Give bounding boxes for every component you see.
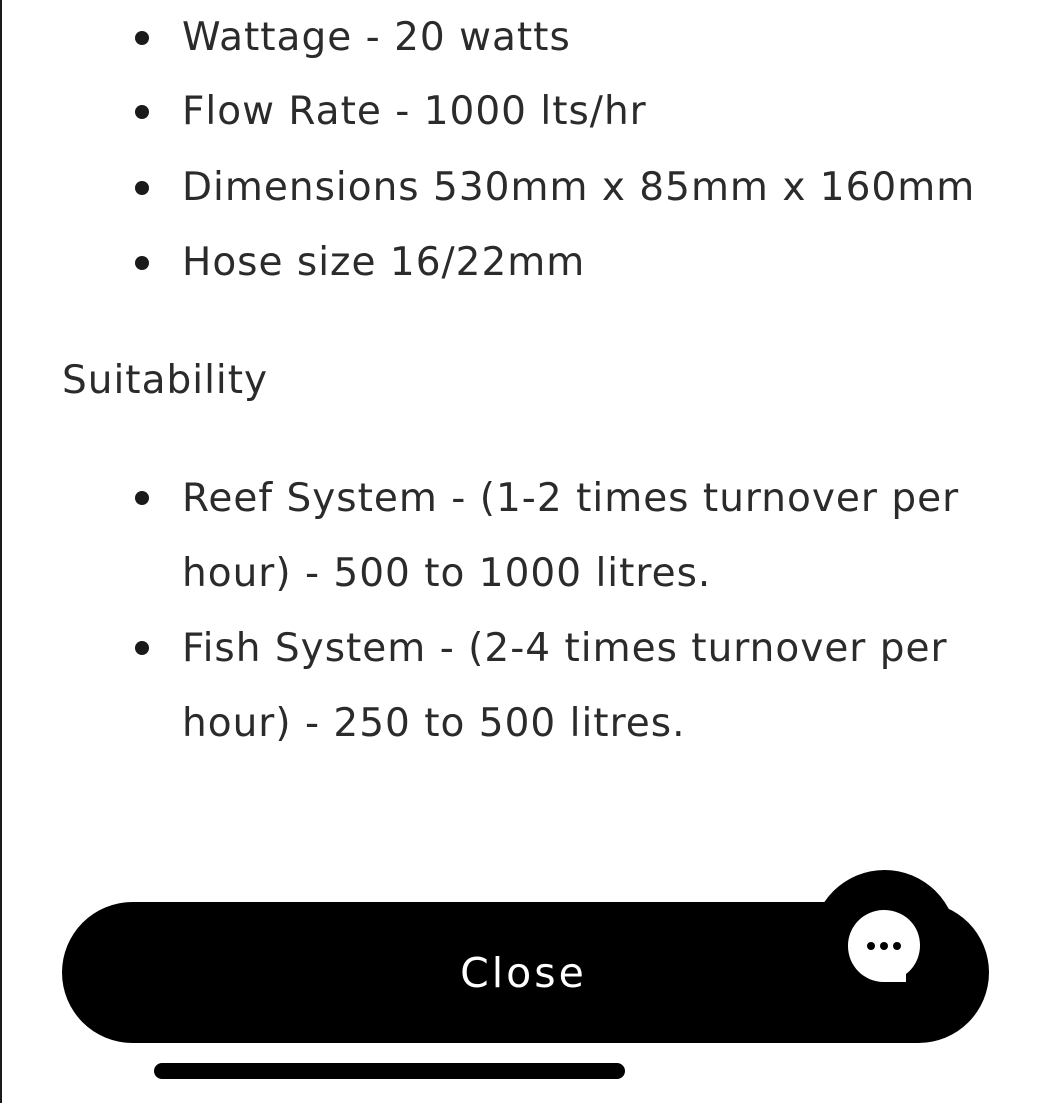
suitability-heading: Suitability — [62, 358, 269, 403]
bullet-icon — [135, 31, 149, 45]
list-item — [0, 225, 1040, 301]
bullet-icon — [135, 105, 149, 119]
home-indicator — [154, 1063, 625, 1079]
chat-bubble-ellipsis-icon — [848, 910, 920, 982]
bullet-icon — [135, 641, 149, 655]
list-item — [0, 74, 1040, 150]
chat-launcher-button[interactable] — [812, 870, 957, 1015]
spec-dimensions: Dimensions 530mm x 85mm x 160mm — [182, 165, 976, 210]
bullet-icon — [135, 181, 149, 195]
bullet-icon — [135, 256, 149, 270]
list-item — [0, 0, 1040, 76]
list-item — [0, 150, 1040, 226]
suitability-fish-system: Fish System - (2-4 times turnover per hour) - 250 to 500 litres. — [182, 626, 948, 746]
spec-flow-rate: Flow Rate - 1000 lts/hr — [182, 89, 647, 134]
close-button-label: Close — [460, 948, 587, 997]
suitability-reef-system: Reef System - (1-2 times turnover per hour) - 500 to 1000 litres. — [182, 476, 960, 596]
spec-hose-size: Hose size 16/22mm — [182, 240, 586, 285]
bullet-icon — [135, 491, 149, 505]
spec-wattage: Wattage - 20 watts — [182, 15, 571, 60]
